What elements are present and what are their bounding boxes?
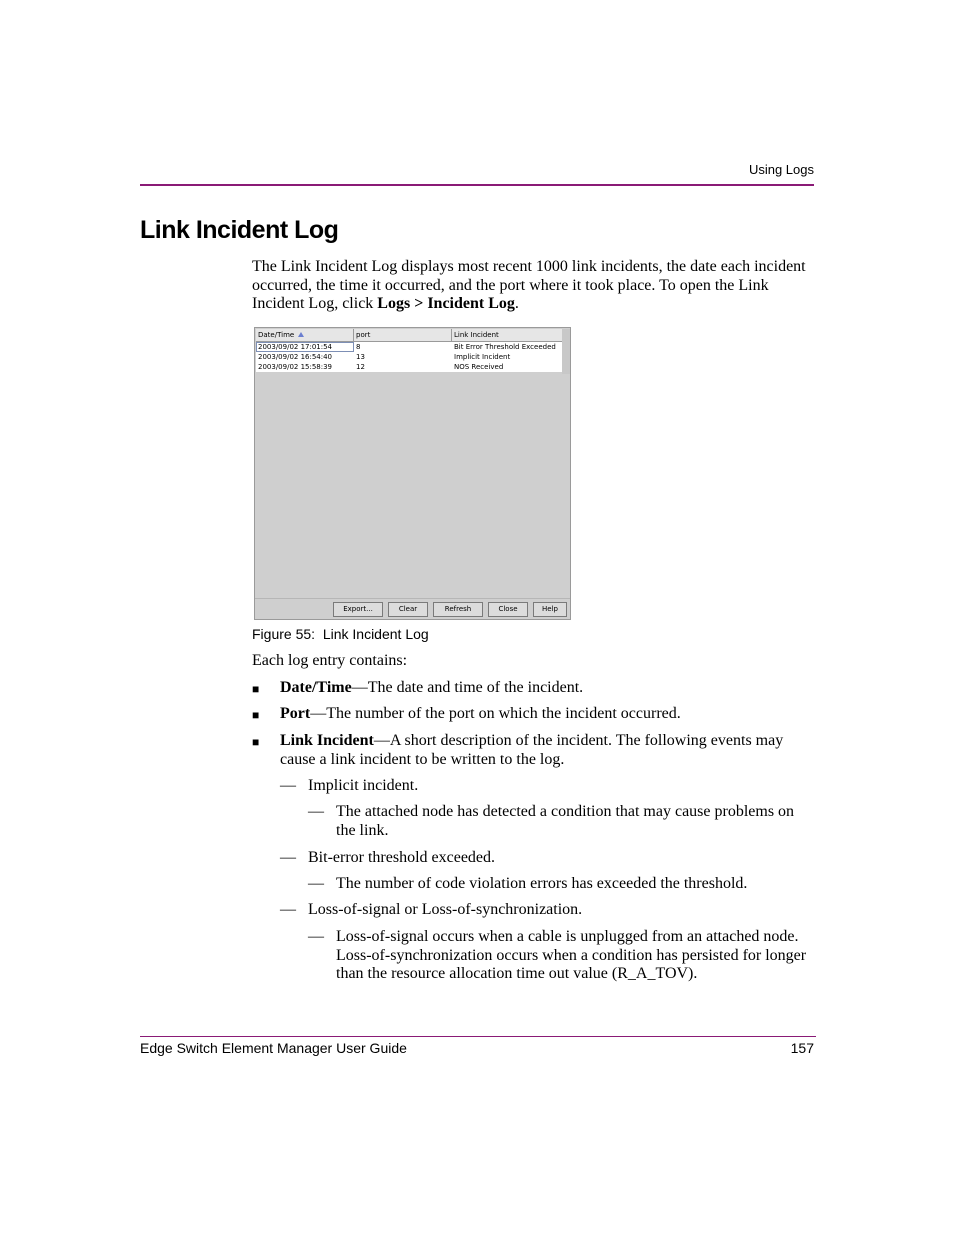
cell-incident: Implicit Incident <box>454 353 511 361</box>
intro-end: . <box>514 295 519 312</box>
menu-path: Logs > Incident Log <box>377 295 515 312</box>
event-name: Loss-of-signal or Loss-of-synchronization. <box>308 901 583 918</box>
bullet-icon: ■ <box>252 708 260 722</box>
help-button[interactable]: Help <box>533 602 567 617</box>
running-header: Using Logs <box>748 162 814 177</box>
clear-button[interactable]: Clear <box>388 602 428 617</box>
section-title: Link Incident Log <box>140 216 339 244</box>
column-label-link-incident: Link Incident <box>454 331 499 339</box>
cell-port: 13 <box>356 353 365 361</box>
bullet-text <box>280 679 812 698</box>
dash-mark: — <box>308 803 324 820</box>
figure-caption <box>252 626 429 642</box>
table-row[interactable] <box>256 352 562 362</box>
bullet-desc: —A short description of the incident. The following events may cause a link incident to be written to the log. <box>280 732 784 768</box>
footer-rule <box>140 1036 816 1037</box>
cell-datetime: 2003/09/02 15:58:39 <box>258 363 333 371</box>
column-header-link-incident[interactable] <box>452 329 562 341</box>
table-header <box>256 329 562 342</box>
column-header-datetime[interactable] <box>256 329 354 341</box>
cell-incident: NOS Received <box>454 363 504 371</box>
cell-port: 8 <box>356 343 361 351</box>
event-name: Implicit incident. <box>308 777 419 794</box>
link-incident-log-dialog <box>254 327 571 620</box>
table-row[interactable] <box>256 342 562 352</box>
table-row[interactable] <box>256 362 562 372</box>
cell-datetime: 2003/09/02 17:01:54 <box>256 342 354 352</box>
lead-sentence: Each log entry contains: <box>252 652 408 669</box>
bullet-term: Link Incident <box>280 732 374 749</box>
incident-table <box>256 329 562 372</box>
bullet-text <box>280 732 812 769</box>
column-label-port: port <box>356 331 371 339</box>
footer-guide-title: Edge Switch Element Manager User Guide <box>140 1040 407 1056</box>
bullet-icon: ■ <box>252 682 260 696</box>
event-name: Bit-error threshold exceeded. <box>308 849 496 866</box>
figure-title: Link Incident Log <box>322 626 429 642</box>
refresh-button[interactable]: Refresh <box>433 602 483 617</box>
dash-mark: — <box>280 849 296 866</box>
bullet-term: Date/Time <box>280 679 352 696</box>
dash-mark: — <box>308 875 324 892</box>
column-header-port[interactable] <box>354 329 452 341</box>
export-button[interactable]: Export... <box>333 602 383 617</box>
header-rule <box>140 184 814 186</box>
bullet-text <box>280 705 812 724</box>
event-detail-text: Loss-of-signal occurs when a cable is unplugged from an attached node. Loss-of-synchronization occurs when a condition has persisted for longer than the resource allocation time out value (R_A_TOV). <box>336 928 807 982</box>
bullet-icon: ■ <box>252 735 260 749</box>
bullet-term: Port <box>280 705 311 722</box>
intro-paragraph <box>252 258 812 314</box>
close-button[interactable]: Close <box>488 602 528 617</box>
figure-label: Figure 55: <box>252 626 316 642</box>
cell-port: 12 <box>356 363 365 371</box>
sort-ascending-icon <box>298 332 304 337</box>
cell-datetime: 2003/09/02 16:54:40 <box>258 353 333 361</box>
cell-incident: Bit Error Threshold Exceeded <box>454 343 556 351</box>
page-number: 157 <box>790 1040 814 1056</box>
dash-mark: — <box>280 777 296 794</box>
column-label-datetime: Date/Time <box>258 331 295 339</box>
button-bar <box>255 598 570 619</box>
dash-mark: — <box>280 901 296 918</box>
event-detail-text: The number of code violation errors has exceeded the threshold. <box>336 875 748 892</box>
bullet-desc: —The number of the port on which the incident occurred. <box>310 705 681 722</box>
table-edge <box>562 329 570 374</box>
event-detail-text: The attached node has detected a condition that may cause problems on the link. <box>336 803 795 839</box>
intro-text: The Link Incident Log displays most recent 1000 link incidents, the date each incident occurred, the time it occurred, and the port where it took place. To open the Link Incident Log, click <box>252 258 806 312</box>
dash-mark: — <box>308 928 324 945</box>
bullet-desc: —The date and time of the incident. <box>351 679 584 696</box>
